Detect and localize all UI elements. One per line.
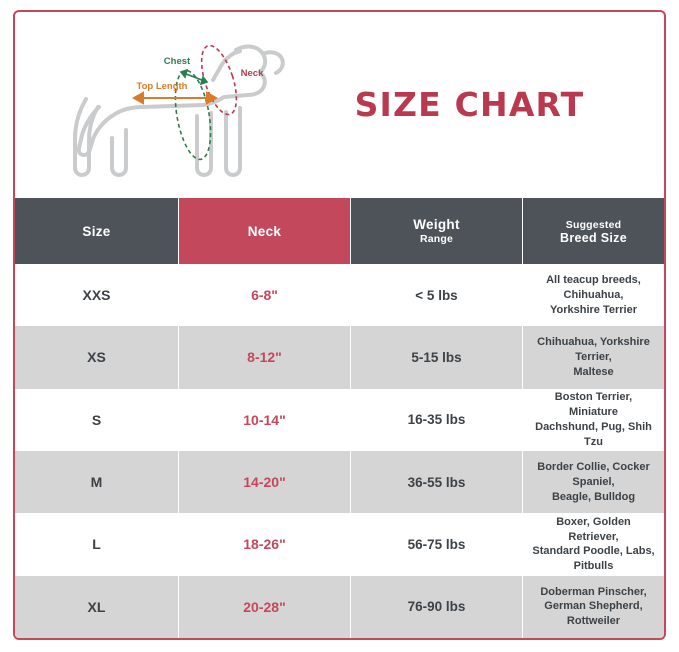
breed-line: Standard Poodle, Labs, Pitbulls (532, 545, 655, 573)
neck-value: 8-12" (247, 349, 282, 366)
neck-value: 6-8" (251, 287, 278, 304)
table-row (15, 389, 664, 451)
chart-header (15, 12, 664, 197)
size-table (15, 197, 664, 638)
cell-neck (179, 513, 351, 575)
cell-neck (179, 576, 351, 638)
size-value: L (92, 536, 101, 553)
column-header-breed-label: Suggested (565, 218, 622, 231)
weight-value: 16-35 lbs (407, 412, 466, 428)
breed-line: Maltese (573, 365, 614, 378)
breed-line: German Shepherd, Rottweiler (544, 600, 643, 628)
cell-neck (179, 264, 351, 326)
dog-illustration (15, 12, 305, 197)
cell-weight (351, 451, 523, 513)
breed-value (531, 515, 656, 574)
page-title: SIZE CHART (354, 85, 585, 124)
column-header-size (15, 198, 179, 264)
column-header-breed-sublabel: Breed Size (560, 230, 627, 245)
size-value: XXS (82, 287, 111, 304)
table-row (15, 576, 664, 638)
column-header-neck-label: Neck (247, 223, 282, 239)
cell-breed (523, 326, 664, 388)
breed-line: Boxer, Golden Retriever, (556, 515, 631, 543)
column-header-size-label: Size (82, 223, 111, 239)
size-value: M (90, 474, 103, 491)
dog-measurement-diagram (40, 20, 290, 190)
cell-size (15, 576, 179, 638)
cell-neck (179, 389, 351, 451)
weight-value: 36-55 lbs (407, 474, 466, 490)
cell-breed (523, 513, 664, 575)
title-area (305, 85, 664, 124)
column-header-neck (179, 198, 351, 264)
breed-value (531, 460, 656, 505)
breed-value (531, 390, 656, 449)
cell-size (15, 264, 179, 326)
breed-value (531, 273, 656, 318)
breed-line: Yorkshire Terrier (549, 303, 638, 316)
cell-breed (523, 576, 664, 638)
table-row (15, 264, 664, 326)
weight-value: 56-75 lbs (407, 536, 466, 552)
table-header-row (15, 198, 664, 264)
table-row (15, 326, 664, 388)
weight-value: 76-90 lbs (407, 599, 466, 615)
breed-line: Chihuahua, Yorkshire Terrier, (537, 336, 650, 364)
cell-weight (351, 576, 523, 638)
breed-line: Dachshund, Pug, Shih Tzu (535, 420, 652, 448)
neck-value: 10-14" (243, 411, 286, 428)
breed-line: Beagle, Bulldog (551, 490, 636, 503)
cell-size (15, 451, 179, 513)
weight-value: < 5 lbs (415, 287, 458, 303)
breed-line: Doberman Pinscher, (540, 585, 647, 598)
cell-weight (351, 389, 523, 451)
table-row (15, 451, 664, 513)
breed-line: Border Collie, Cocker Spaniel, (537, 460, 650, 488)
column-header-weight-label: Weight (413, 217, 460, 232)
cell-size (15, 389, 179, 451)
neck-value: 14-20" (243, 474, 286, 491)
neck-label: Neck (240, 67, 264, 79)
cell-breed (523, 264, 664, 326)
column-header-breed (523, 198, 664, 264)
neck-value: 20-28" (243, 598, 286, 615)
table-row (15, 513, 664, 575)
cell-size (15, 326, 179, 388)
cell-neck (179, 451, 351, 513)
cell-weight (351, 326, 523, 388)
column-header-weight (351, 198, 523, 264)
weight-value: 5-15 lbs (411, 349, 462, 365)
cell-size (15, 513, 179, 575)
size-chart-frame (13, 10, 666, 640)
cell-neck (179, 326, 351, 388)
size-value: XL (87, 598, 106, 615)
breed-line: All teacup breeds, Chihuahua, (546, 273, 641, 301)
cell-weight (351, 513, 523, 575)
breed-value (531, 585, 656, 630)
column-header-weight-sublabel: Range (419, 233, 454, 245)
chest-label: Chest (163, 55, 191, 67)
top-length-label: Top Length (136, 80, 188, 92)
neck-value: 18-26" (243, 536, 286, 553)
cell-weight (351, 264, 523, 326)
breed-line: Boston Terrier, Miniature (554, 391, 633, 418)
size-value: XS (87, 349, 106, 366)
size-value: S (91, 411, 102, 428)
cell-breed (523, 389, 664, 451)
cell-breed (523, 451, 664, 513)
breed-value (531, 335, 656, 380)
